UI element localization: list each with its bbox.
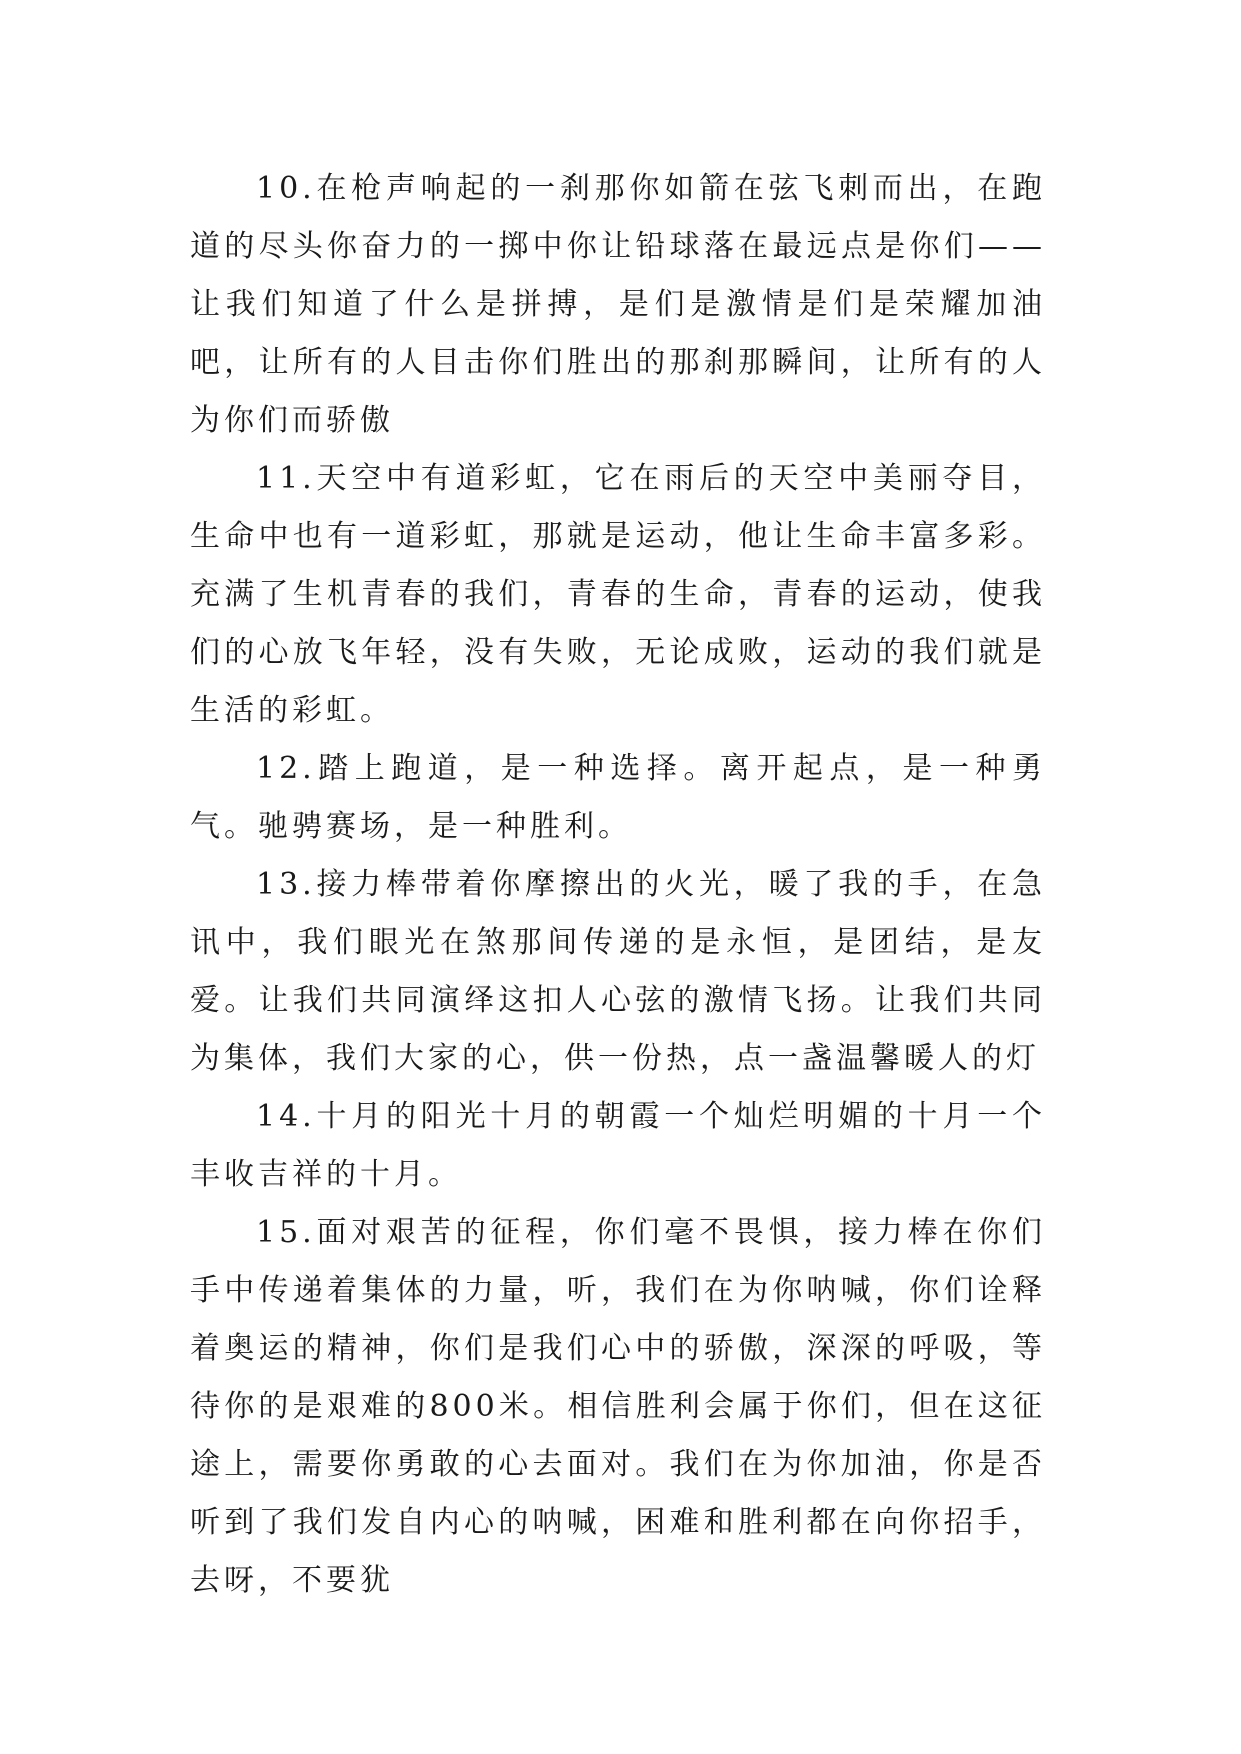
paragraph-13: 13.接力棒带着你摩擦出的火光，暖了我的手，在急讯中，我们眼光在煞那间传递的是永恒，是团结，是友爱。让我们共同演绎这扣人心弦的激情飞扬。让我们共同为集体，我们大家的心，供一份热，点一盏温馨暖人的灯 xyxy=(190,867,1046,1076)
paragraph-11: 11.天空中有道彩虹，它在雨后的天空中美丽夺目，生命中也有一道彩虹，那就是运动，他让生命丰富多彩。充满了生机青春的我们，青春的生命，青春的运动，使我们的心放飞年轻，没有失败，无论成败，运动的我们就是生活的彩虹。 xyxy=(190,461,1046,728)
paragraph-14: 14.十月的阳光十月的朝霞一个灿烂明媚的十月一个丰收吉祥的十月。 xyxy=(190,1099,1046,1192)
paragraph-10: 10.在枪声响起的一刹那你如箭在弦飞刺而出，在跑道的尽头你奋力的一掷中你让铅球落在最远点是你们——让我们知道了什么是拼搏，是们是激情是们是荣耀加油吧，让所有的人目击你们胜出的那刹那瞬间，让所有的人为你们而骄傲 xyxy=(190,171,1046,438)
document-page xyxy=(190,160,1046,1610)
paragraph-12: 12.踏上跑道，是一种选择。离开起点，是一种勇气。驰骋赛场，是一种胜利。 xyxy=(190,751,1046,844)
paragraph-15: 15.面对艰苦的征程，你们毫不畏惧，接力棒在你们手中传递着集体的力量，听，我们在为你呐喊，你们诠释着奥运的精神，你们是我们心中的骄傲，深深的呼吸，等待你的是艰难的800米。相信胜利会属于你们，但在这征途上，需要你勇敢的心去面对。我们在为你加油，你是否听到了我们发自内心的呐喊，困难和胜利都在向你招手，去呀，不要犹 xyxy=(190,1215,1046,1598)
